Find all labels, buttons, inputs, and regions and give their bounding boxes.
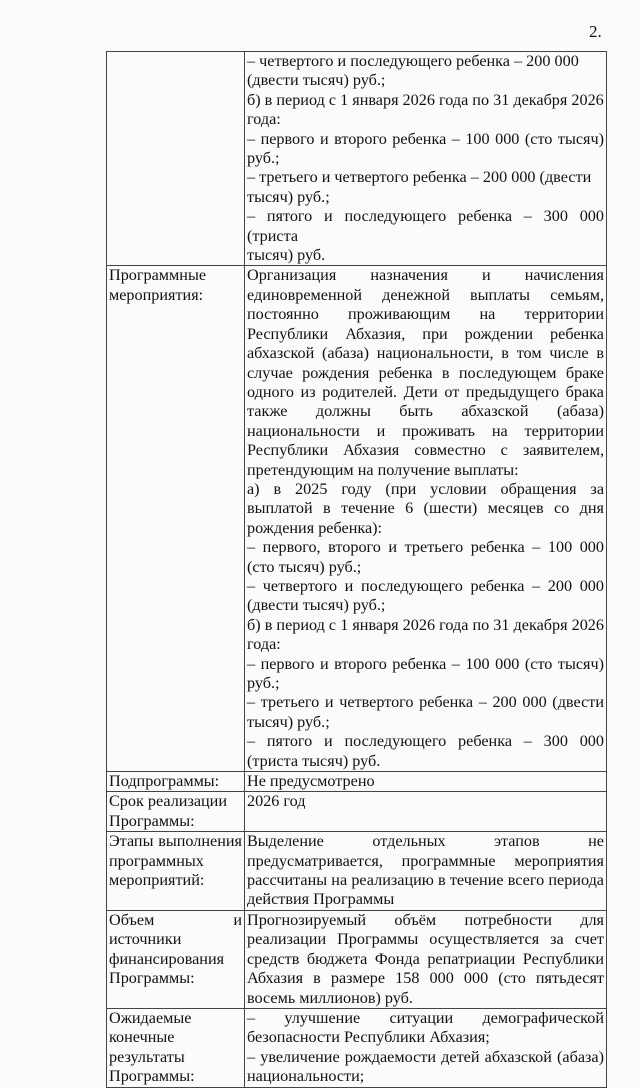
list-item: б) в период с 1 января 2026 года по 31 декабря 2026 xyxy=(247,90,604,109)
list-item: – третьего и четвертого ребенка – 200 000 (двести тысяч) руб.; xyxy=(247,693,604,731)
row-value: Прогнозируемый объём потребности для реализации Программы осуществляется за счет средств бюджета Фонда репатриации Республики Абхазия в размере 158 000 000 (сто пятьдесят восемь миллионов) руб. xyxy=(245,910,607,1008)
list-item: года: xyxy=(247,110,281,129)
list-item: – увеличение рождаемости детей абхазской (абаза) национальности; xyxy=(247,1047,604,1086)
row-value: Выделение отдельных этапов не предусматривается, программные мероприятия рассчитаны на реализацию в течение всего периода действия Программы xyxy=(245,832,607,911)
row-label: Этапы выполнения программных мероприятий: xyxy=(107,832,245,911)
list-item: – четвертого и последующего ребенка – 200 000 xyxy=(247,52,579,70)
program-passport-table xyxy=(106,51,607,1088)
row-label: Объем и источники финансирования Программы: xyxy=(107,910,245,1008)
paragraph: Организация назначения и начисления единовременной денежной выплаты семьям, постоянно проживающим на территории Республики Абхазия, при рождении ребенка абхазской (абаза) национальности, в том числе в случае рождения ребенка в последующем браке одного из родителей. Дети от предыдущего брака также должны быть абхазской (абаза) национальности и проживать на территории Республики Абхазия совместно с заявителем, претендующим на получение выплаты: xyxy=(247,266,604,479)
list-item: – третьего и четвертого ребенка – 200 000 (двести xyxy=(247,168,592,187)
list-item: – улучшение ситуации демографической безопасности Республики Абхазия; xyxy=(247,1008,604,1047)
row-value: Не предусмотрено xyxy=(245,772,607,792)
table-row xyxy=(107,1008,607,1087)
table-row xyxy=(107,792,607,832)
table-row xyxy=(107,910,607,1008)
table-row xyxy=(107,772,607,792)
list-item: – первого и второго ребенка – 100 000 (сто тысяч) руб.; xyxy=(247,129,604,168)
row-value: 2026 год xyxy=(245,792,607,832)
row-label: Программные мероприятия: xyxy=(107,266,245,772)
list-item: а) в 2025 году (при условии обращения за выплатой в течение 6 (шести) месяцев со дня рождения ребенка): xyxy=(247,479,604,537)
list-item: (двести тысяч) руб.; xyxy=(247,71,386,90)
table-row xyxy=(107,266,607,772)
row-label-text: Ожидаемые конечные результаты Программы: xyxy=(109,1008,195,1086)
list-item: тысяч) руб.; xyxy=(247,187,330,206)
row-label: Срок реализации Программы: xyxy=(107,792,245,832)
row-label xyxy=(107,52,245,266)
row-value xyxy=(245,266,607,772)
page-number: 2. xyxy=(589,22,602,41)
list-item: тысяч) руб. xyxy=(247,246,326,265)
row-label: Подпрограммы: xyxy=(107,772,245,792)
list-item: – четвертого и последующего ребенка – 200 000 (двести тысяч) руб.; xyxy=(247,576,604,615)
list-item: – первого, второго и третьего ребенка – 100 000 (сто тысяч) руб.; xyxy=(247,538,604,576)
list-item: – первого и второго ребенка – 100 000 (сто тысяч) руб.; xyxy=(247,654,604,692)
row-label xyxy=(107,1008,245,1087)
table-row xyxy=(107,52,607,266)
table-row xyxy=(107,832,607,911)
row-value xyxy=(245,1008,607,1087)
list-item: б) в период с 1 января 2026 года по 31 декабря 2026 года: xyxy=(247,615,604,654)
list-item: – пятого и последующего ребенка – 300 000 (триста xyxy=(247,207,604,245)
row-value xyxy=(245,52,607,266)
list-item: – пятого и последующего ребенка – 300 000 (триста тысяч) руб. xyxy=(247,732,604,770)
